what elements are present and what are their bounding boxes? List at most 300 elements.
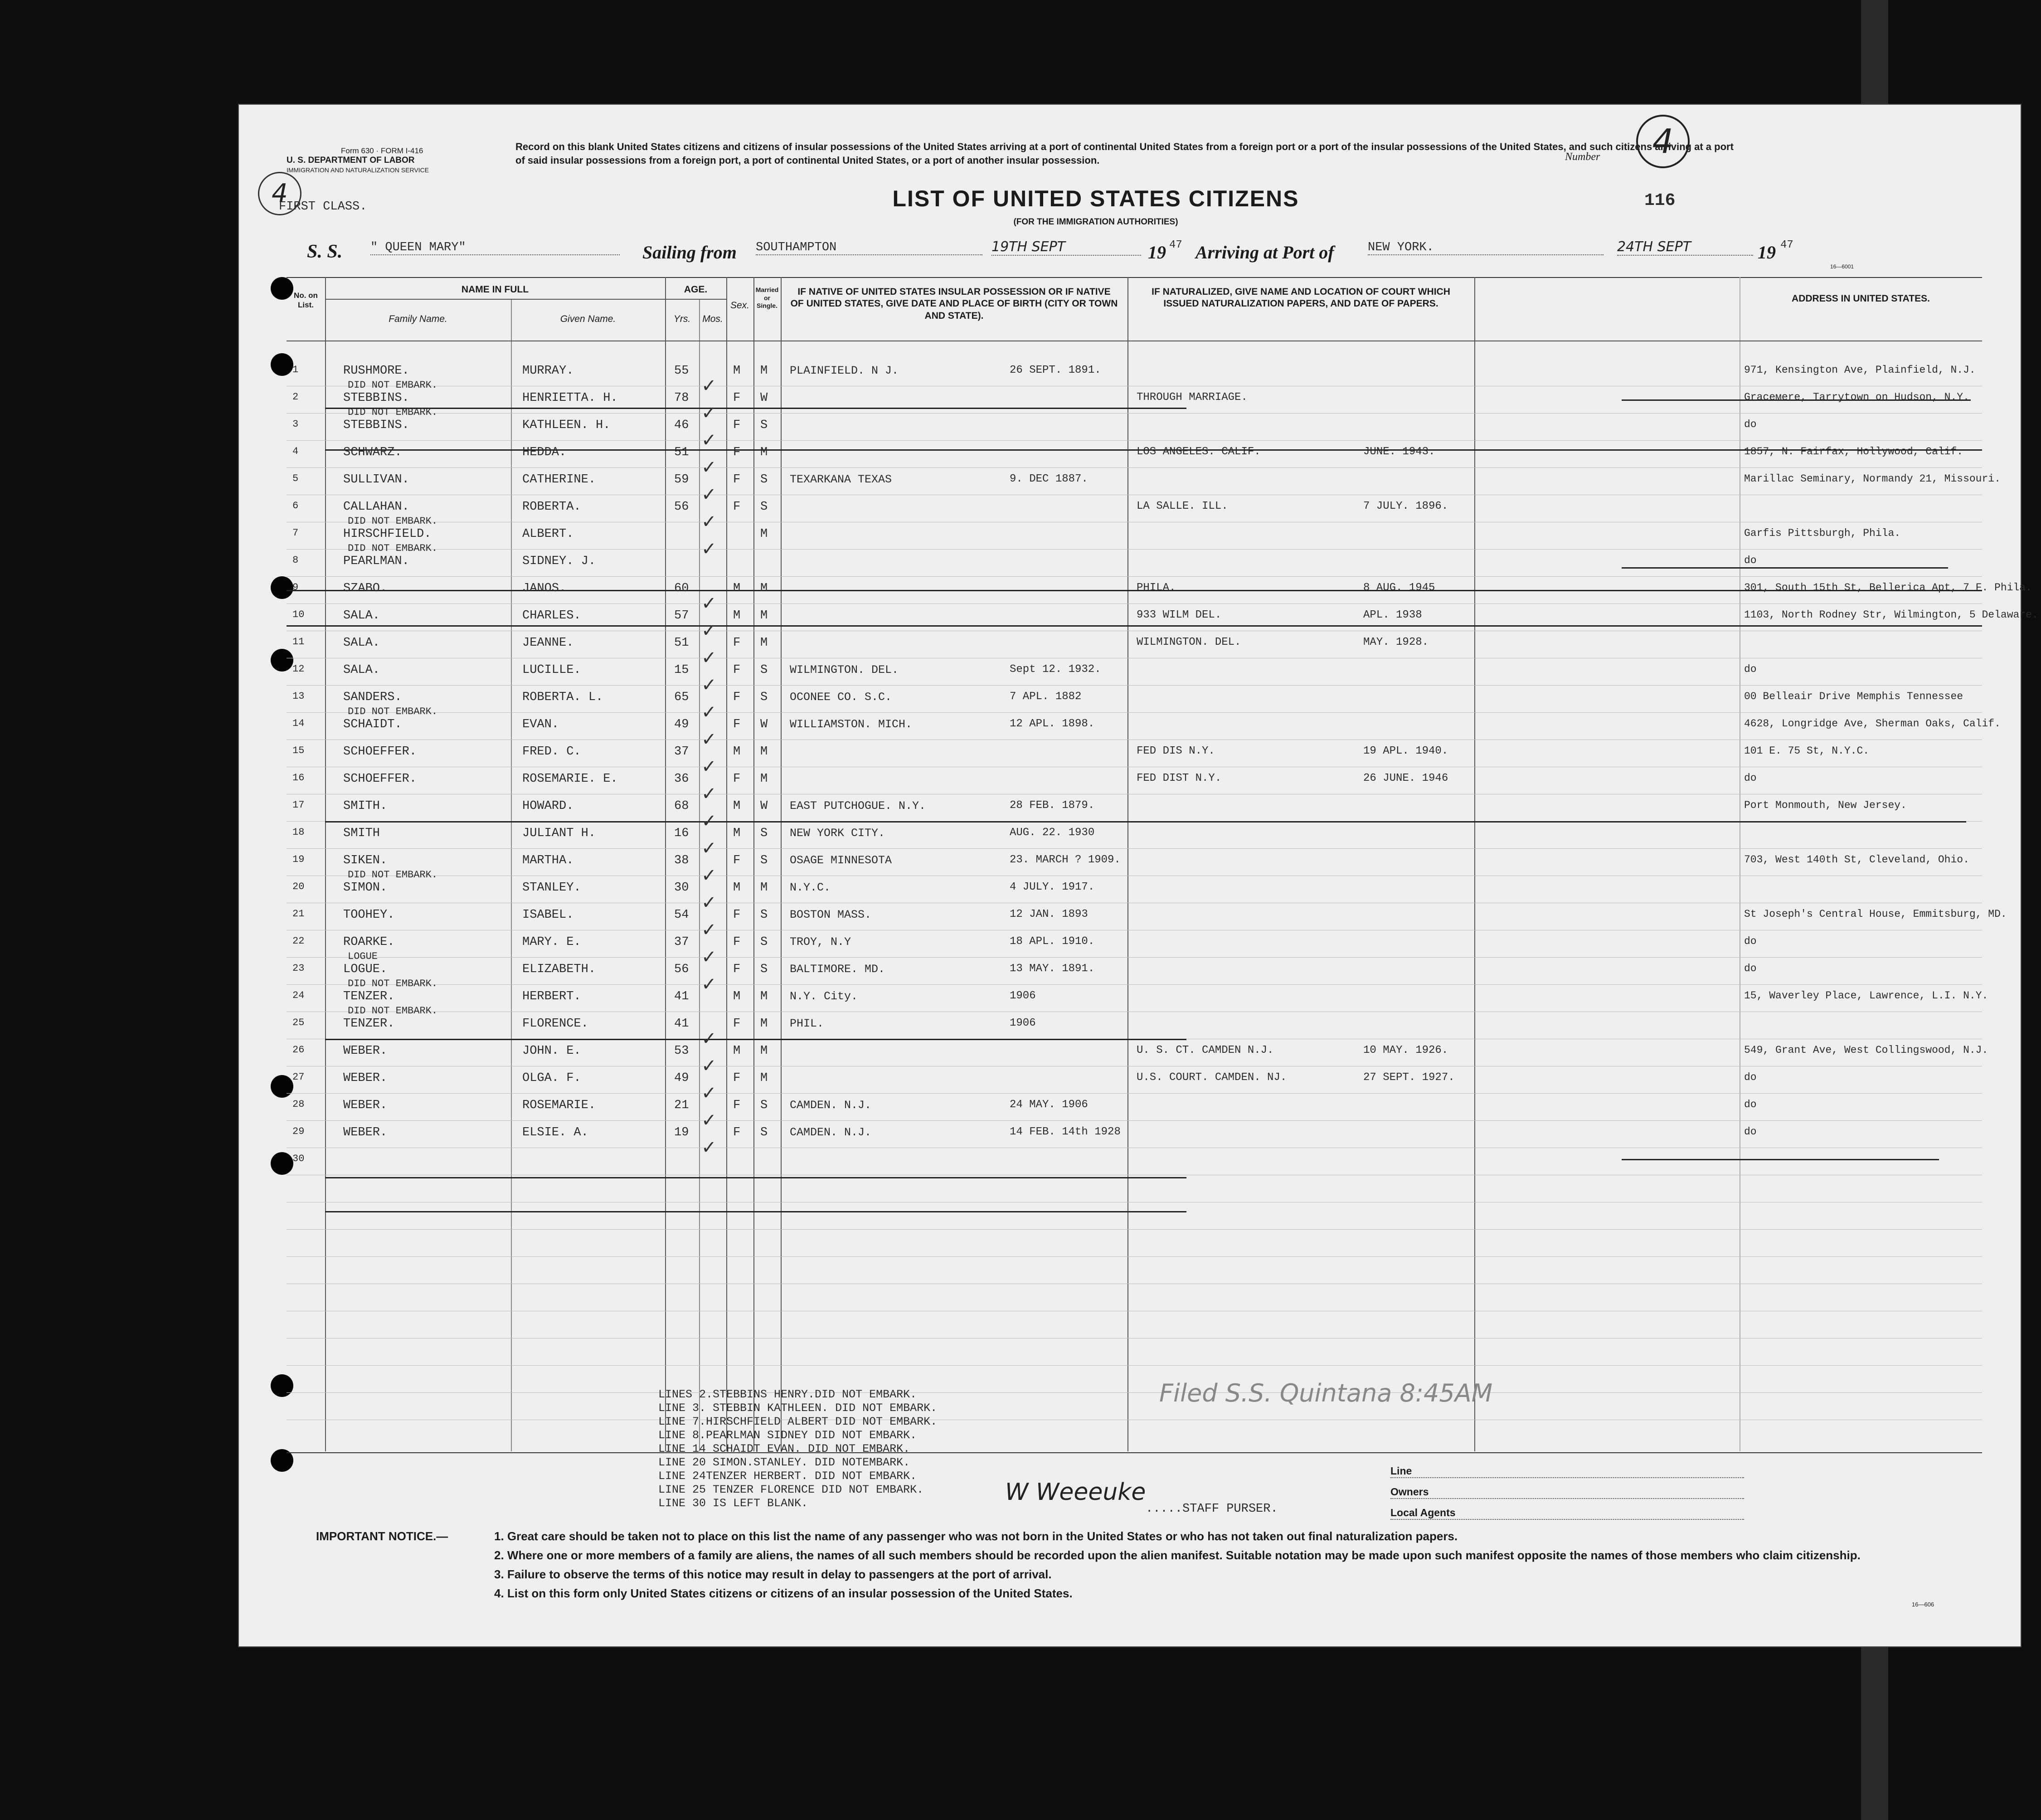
us-address: Graceмere, Tarrytown on Hudson, N.Y. xyxy=(1744,391,1969,403)
us-address: do xyxy=(1744,555,1757,566)
marital-status: S xyxy=(760,691,768,704)
notice-heading: IMPORTANT NOTICE.— xyxy=(316,1529,448,1543)
family-name: STEBBINS. xyxy=(343,391,409,405)
sex: F xyxy=(733,391,741,405)
row-rule xyxy=(287,1365,1982,1366)
birth-date: 18 APL. 1910. xyxy=(1010,935,1095,948)
age-years: 57 xyxy=(674,609,689,623)
family-name: SALA. xyxy=(343,609,380,623)
marital-status: M xyxy=(760,636,768,650)
us-address: 703, West 140th St, Cleveland, Ohio. xyxy=(1744,854,1969,866)
us-address: Marillac Seminary, Normandy 21, Missouri. xyxy=(1744,473,2001,485)
marital-status: M xyxy=(760,527,768,541)
page-number: 116 xyxy=(1644,191,1676,210)
age-years: 54 xyxy=(674,908,689,922)
row-rule xyxy=(287,1229,1982,1230)
name-subrule xyxy=(325,299,665,300)
age-years: 49 xyxy=(674,1071,689,1085)
row-number: 20 xyxy=(292,881,305,892)
table-row xyxy=(239,740,2021,767)
remark-line: LINE 7.HIRSCHFIELD ALBERT DID NOT EMBARK. xyxy=(658,1415,938,1428)
table-row xyxy=(239,631,2021,658)
naturalization-date: 26 JUNE. 1946 xyxy=(1363,772,1448,784)
row-number: 9 xyxy=(292,582,299,593)
birth-place: OSAGE MINNESOTA xyxy=(790,854,892,867)
col-header-address: ADDRESS IN UNITED STATES. xyxy=(1792,293,1930,304)
table-row xyxy=(239,407,2021,440)
us-address: 971, Kensington Ave, Plainfield, N.J. xyxy=(1744,364,1976,376)
family-name: SMITH. xyxy=(343,799,388,813)
marital-status: M xyxy=(760,446,768,459)
sex: M xyxy=(733,1044,741,1058)
remark-line: LINE 30 IS LEFT BLANK. xyxy=(658,1497,808,1510)
birth-place: CAMDEN. N.J. xyxy=(790,1099,872,1112)
us-address: 1857, N. Fairfax, Hollywood, Calif. xyxy=(1744,446,1963,457)
table-row xyxy=(239,603,2038,631)
sex: M xyxy=(733,990,741,1003)
row-number: 1 xyxy=(292,364,299,375)
given-name: KATHLEEN. H. xyxy=(522,419,611,432)
us-address: do xyxy=(1744,1099,1757,1110)
age-years: 51 xyxy=(674,636,689,650)
family-name: SZABO. xyxy=(343,582,388,595)
birth-date: 26 SEPT. 1891. xyxy=(1010,364,1101,376)
row-number: 16 xyxy=(292,772,305,783)
row-prefix-note: DID NOT EMBARK. xyxy=(348,706,438,717)
age-years: 56 xyxy=(674,500,689,514)
notice-item: 1. Great care should be taken not to place on this list the name of any passenger who was not born in the United States or who has not taken out final naturalization papers. xyxy=(494,1529,1458,1543)
birth-date: 7 APL. 1882 xyxy=(1010,691,1082,703)
row-number: 19 xyxy=(292,854,305,865)
row-prefix-note: DID NOT EMBARK. xyxy=(348,1005,438,1017)
age-years: 59 xyxy=(674,473,689,487)
cancel-line xyxy=(325,1177,1186,1178)
age-years: 68 xyxy=(674,799,689,813)
col-header-mos: Mos. xyxy=(702,314,723,324)
table-row xyxy=(239,821,2021,848)
age-years: 15 xyxy=(674,663,689,677)
family-name: SCHOEFFER. xyxy=(343,745,417,759)
us-address: do xyxy=(1744,935,1757,947)
given-name: SIDNEY. J. xyxy=(522,555,596,568)
stamp-note: Filed S.S. Quintana 8:45AM xyxy=(1159,1379,1493,1407)
age-years: 65 xyxy=(674,691,689,704)
marital-status: W xyxy=(760,799,768,813)
sex: M xyxy=(733,881,741,895)
family-name: WEBER. xyxy=(343,1126,388,1139)
sex: F xyxy=(733,772,741,786)
remark-line: LINES 2.STEBBINS HENRY.DID NOT EMBARK. xyxy=(658,1388,917,1401)
table-row xyxy=(239,767,2021,794)
row-prefix-note: DID NOT EMBARK. xyxy=(348,516,438,527)
given-name: ROBERTA. L. xyxy=(522,691,603,704)
row-number: 18 xyxy=(292,827,305,838)
birth-date: 23. MARCH ? 1909. xyxy=(1010,854,1121,866)
birth-place: PLAINFIELD. N J. xyxy=(790,364,899,377)
naturalization-date: JUNE. 1943. xyxy=(1363,446,1435,458)
marital-status: M xyxy=(760,582,768,595)
naturalization-court: LA SALLE. ILL. xyxy=(1137,500,1228,512)
service: IMMIGRATION AND NATURALIZATION SERVICE xyxy=(287,166,429,174)
us-address: 549, Grant Ave, West Collingswood, N.J. xyxy=(1744,1044,1988,1056)
family-name: TENZER. xyxy=(343,1017,395,1031)
family-name: SULLIVAN. xyxy=(343,473,409,487)
given-name: HEDDA. xyxy=(522,446,567,459)
col-header-native: IF NATIVE OF UNITED STATES INSULAR POSSESSION OR IF NATIVE OF UNITED STATES, GIVE DATE AND PLACE OF BIRTH (CITY OR TOWN AND STATE). xyxy=(790,287,1118,321)
naturalization-court: LOS ANGELES. CALIF. xyxy=(1137,446,1261,458)
col-header-age: AGE. xyxy=(684,284,708,295)
birth-date: 12 JAN. 1893 xyxy=(1010,908,1088,920)
family-name: SCHAIDT. xyxy=(343,718,402,731)
sex: F xyxy=(733,963,741,976)
given-name: EVAN. xyxy=(522,718,559,731)
us-address: do xyxy=(1744,1071,1757,1083)
age-years: 37 xyxy=(674,935,689,949)
family-name: TOOHEY. xyxy=(343,908,395,922)
arrival-port: NEW YORK. xyxy=(1368,241,1604,255)
birth-place: WILMINGTON. DEL. xyxy=(790,663,899,676)
remark-line: LINE 8.PEARLMAN SIDNEY DID NOT EMBARK. xyxy=(658,1429,917,1442)
row-number: 5 xyxy=(292,473,299,484)
us-address: do xyxy=(1744,419,1757,430)
table-row xyxy=(239,930,2021,957)
row-number: 6 xyxy=(292,500,299,511)
marital-status: M xyxy=(760,1071,768,1085)
manifest-sheet xyxy=(239,105,2038,1646)
side-mark: 4 xyxy=(258,172,301,215)
row-number: 13 xyxy=(292,691,305,702)
marital-status: S xyxy=(760,663,768,677)
family-name: PEARLMAN. xyxy=(343,555,409,568)
table-row xyxy=(239,576,2032,603)
age-years: 38 xyxy=(674,854,689,867)
family-name: SIMON. xyxy=(343,881,388,895)
sex: F xyxy=(733,1017,741,1031)
naturalization-court: THROUGH MARRIAGE. xyxy=(1137,391,1248,404)
purser-title: .....STAFF PURSER. xyxy=(1146,1502,1278,1516)
row-prefix-note: LOGUE xyxy=(348,951,378,962)
age-years: 37 xyxy=(674,745,689,759)
naturalization-court: FED DIS N.Y. xyxy=(1137,745,1215,757)
naturalization-court: 933 WILM DEL. xyxy=(1137,609,1222,621)
marital-status: M xyxy=(760,1017,768,1031)
given-name: MARTHA. xyxy=(522,854,574,867)
marital-status: M xyxy=(760,609,768,623)
given-name: FLORENCE. xyxy=(522,1017,588,1031)
birth-date: 1906 xyxy=(1010,990,1036,1002)
age-years: 21 xyxy=(674,1099,689,1112)
col-header-married: Married or Single. xyxy=(755,286,779,309)
age-years: 30 xyxy=(674,881,689,895)
family-name: SCHOEFFER. xyxy=(343,772,417,786)
table-row xyxy=(239,1120,2021,1148)
arrival-year: 47 xyxy=(1780,239,1793,251)
naturalization-court: PHILA. xyxy=(1137,582,1176,594)
row-prefix-note: DID NOT EMBARK. xyxy=(348,869,438,881)
family-name: LOGUE. xyxy=(343,963,388,976)
birth-place: BALTIMORE. MD. xyxy=(790,963,885,976)
birth-place: N.Y.C. xyxy=(790,881,831,894)
table-row xyxy=(239,706,2021,740)
family-name: CALLAHAN. xyxy=(343,500,409,514)
family-name: SIKEN. xyxy=(343,854,388,867)
birth-date: 28 FEB. 1879. xyxy=(1010,799,1095,812)
given-name: JULIANT H. xyxy=(522,827,596,840)
us-address: do xyxy=(1744,772,1757,784)
row-number: 12 xyxy=(292,663,305,675)
sex: F xyxy=(733,1071,741,1085)
given-name: LUCILLE. xyxy=(522,663,581,677)
age-years: 53 xyxy=(674,1044,689,1058)
sex: F xyxy=(733,691,741,704)
table-row xyxy=(239,440,2021,467)
given-name: ELIZABETH. xyxy=(522,963,596,976)
col-header-yrs: Yrs. xyxy=(673,314,691,324)
given-name: STANLEY. xyxy=(522,881,581,895)
table-row xyxy=(239,685,2021,712)
given-name: HERBERT. xyxy=(522,990,581,1003)
family-name: SALA. xyxy=(343,636,380,650)
sailing-year-label: 19 xyxy=(1148,242,1166,263)
row-number: 17 xyxy=(292,799,305,811)
sex: F xyxy=(733,446,741,459)
birth-place: TEXARKANA TEXAS xyxy=(790,473,892,486)
marital-status: M xyxy=(760,772,768,786)
birth-place: PHIL. xyxy=(790,1017,824,1030)
notice-item: 4. List on this form only United States citizens or citizens of an insular possession of the United States. xyxy=(494,1586,1073,1600)
row-number: 3 xyxy=(292,419,299,430)
row-number: 23 xyxy=(292,963,305,974)
col-header-sex: Sex. xyxy=(730,300,750,311)
given-name: OLGA. F. xyxy=(522,1071,581,1085)
sex: M xyxy=(733,609,741,623)
row-number: 21 xyxy=(292,908,305,920)
family-name: TENZER. xyxy=(343,990,395,1003)
sailing-label: Sailing from xyxy=(642,242,737,263)
age-years: 16 xyxy=(674,827,689,840)
naturalization-date: 7 JULY. 1896. xyxy=(1363,500,1448,512)
sex: F xyxy=(733,718,741,731)
sex: F xyxy=(733,636,741,650)
birth-date: 1906 xyxy=(1010,1017,1036,1029)
sailing-year: 47 xyxy=(1169,239,1182,251)
family-name: WEBER. xyxy=(343,1071,388,1085)
birth-place: N.Y. City. xyxy=(790,990,858,1003)
naturalization-date: APL. 1938 xyxy=(1363,609,1422,621)
row-number: 30 xyxy=(292,1153,305,1164)
arrival-date: 24TH SEPT xyxy=(1617,239,1753,256)
intro-text: Record on this blank United States citizens and citizens of insular possessions of the United States arriving at a port of continental United States from a foreign port or a port of the insular possessions of the United States, and such citizens arriving at a port of said insular possessions from a foreign port, a port of continental United States, or a port of another insular possession. xyxy=(515,141,1734,166)
table-row xyxy=(239,1066,2021,1093)
birth-place: BOSTON MASS. xyxy=(790,908,872,921)
given-name: JANOS. xyxy=(522,582,567,595)
ss-label: S. S. xyxy=(307,241,343,262)
given-name: ROSEMARIE. E. xyxy=(522,772,618,786)
row-number: 15 xyxy=(292,745,305,756)
notice-item: 3. Failure to observe the terms of this notice may result in delay to passengers at the port of arrival. xyxy=(494,1567,1052,1581)
family-name: SMITH xyxy=(343,827,380,840)
naturalization-court: FED DIST N.Y. xyxy=(1137,772,1222,784)
birth-place: OCONEE CO. S.C. xyxy=(790,691,892,704)
marital-status: M xyxy=(760,745,768,759)
marital-status: S xyxy=(760,500,768,514)
given-name: CATHERINE. xyxy=(522,473,596,487)
sex: F xyxy=(733,935,741,949)
marital-status: S xyxy=(760,473,768,487)
notice-code: 16—606 xyxy=(1912,1601,1934,1608)
sex: M xyxy=(733,364,741,378)
remark-line: LINE 20 SIMON.STANLEY. DID NOTEMBARK. xyxy=(658,1456,910,1469)
remark-line: LINE 14 SCHAIDT EVAN. DID NOT EMBARK. xyxy=(658,1442,910,1455)
family-name: HIRSCHFIELD. xyxy=(343,527,432,541)
table-row xyxy=(239,495,2021,522)
purser-signature: W Weeeuke xyxy=(1005,1479,1146,1506)
age-years: 46 xyxy=(674,419,689,432)
row-number: 7 xyxy=(292,527,299,539)
age-years: 60 xyxy=(674,582,689,595)
row-prefix-note: DID NOT EMBARK. xyxy=(348,543,438,554)
family-name: SCHWARZ. xyxy=(343,446,402,459)
marital-status: M xyxy=(760,364,768,378)
marital-status: S xyxy=(760,419,768,432)
row-number: 10 xyxy=(292,609,305,620)
age-years: 36 xyxy=(674,772,689,786)
age-years: 41 xyxy=(674,990,689,1003)
birth-date: 9. DEC 1887. xyxy=(1010,473,1088,485)
table-row xyxy=(239,658,2021,685)
family-name: ROARKE. xyxy=(343,935,395,949)
family-name: RUSHMORE. xyxy=(343,364,409,378)
marital-status: W xyxy=(760,391,768,405)
sailing-date: 19TH SEPT xyxy=(991,239,1141,256)
birth-place: CAMDEN. N.J. xyxy=(790,1126,872,1139)
naturalization-court: U.S. COURT. CAMDEN. NJ. xyxy=(1137,1071,1287,1084)
class-label: FIRST CLASS. xyxy=(279,200,367,214)
row-prefix-note: DID NOT EMBARK. xyxy=(348,380,438,391)
us-address: 101 E. 75 St, N.Y.C. xyxy=(1744,745,1870,757)
us-address: 15, Waverley Place, Lawrence, L.I. N.Y. xyxy=(1744,990,1988,1002)
given-name: HENRIETTA. H. xyxy=(522,391,618,405)
table-row xyxy=(239,543,2021,576)
birth-place: WILLIAMSTON. MICH. xyxy=(790,718,913,731)
marital-status: M xyxy=(760,1044,768,1058)
family-name: SALA. xyxy=(343,663,380,677)
us-address: 00 Belleair Drive Memphis Tennessee xyxy=(1744,691,1963,702)
row-number: 14 xyxy=(292,718,305,729)
row-number: 4 xyxy=(292,446,299,457)
row-number: 28 xyxy=(292,1099,305,1110)
marital-status: S xyxy=(760,908,768,922)
marital-status: S xyxy=(760,963,768,976)
sex: F xyxy=(733,1099,741,1112)
sex: F xyxy=(733,1126,741,1139)
us-address: do xyxy=(1744,663,1757,675)
cancel-line xyxy=(325,1211,1186,1212)
table-row xyxy=(239,467,2021,495)
row-number: 24 xyxy=(292,990,305,1001)
number-label: Number xyxy=(1565,151,1600,163)
us-address: Port Monmouth, New Jersey. xyxy=(1744,799,1907,811)
sex: M xyxy=(733,745,741,759)
row-number: 25 xyxy=(292,1017,305,1028)
printer-code: 16—6001 xyxy=(1830,263,1854,270)
arrival-year-label: 19 xyxy=(1758,242,1776,263)
us-address: do xyxy=(1744,1126,1757,1138)
us-address: 301, South 15th St, Bellerica Apt, 7 F. Phila. xyxy=(1744,582,2032,594)
remark-line: LINE 24TENZER HERBERT. DID NOT EMBARK. xyxy=(658,1470,917,1483)
list-subtitle: (FOR THE IMMIGRATION AUTHORITIES) xyxy=(1013,217,1178,227)
table-row xyxy=(239,978,2021,1012)
table-row xyxy=(239,359,2021,386)
row-rule xyxy=(287,1256,1982,1257)
col-header-family: Family Name. xyxy=(389,314,447,324)
list-title: LIST OF UNITED STATES CITIZENS xyxy=(892,186,1299,211)
sex: F xyxy=(733,854,741,867)
table-row xyxy=(239,1148,2021,1175)
sailing-port: SOUTHAMPTON xyxy=(756,241,982,255)
age-years: 49 xyxy=(674,718,689,731)
us-address: do xyxy=(1744,963,1757,974)
given-name: CHARLES. xyxy=(522,609,581,623)
us-address: 1103, North Rodney Str, Wilmington, 5 Delaware. xyxy=(1744,609,2038,621)
table-row xyxy=(239,848,2021,876)
given-name: MARY. E. xyxy=(522,935,581,949)
col-header-given: Given Name. xyxy=(560,314,616,324)
ship-name: " QUEEN MARY" xyxy=(370,241,620,255)
us-address: 4628, Longridge Ave, Sherman Oaks, Calif. xyxy=(1744,718,2001,730)
marital-status: S xyxy=(760,854,768,867)
table-row xyxy=(239,1005,2021,1039)
row-number: 29 xyxy=(292,1126,305,1137)
sex: F xyxy=(733,419,741,432)
arriving-label: Arriving at Port of xyxy=(1195,242,1334,263)
marital-status: S xyxy=(760,935,768,949)
sex: M xyxy=(733,799,741,813)
birth-date: AUG. 22. 1930 xyxy=(1010,827,1095,839)
age-years: 41 xyxy=(674,1017,689,1031)
given-name: ALBERT. xyxy=(522,527,574,541)
birth-date: 4 JULY. 1917. xyxy=(1010,881,1095,893)
age-years: 19 xyxy=(674,1126,689,1139)
family-name: STEBBINS. xyxy=(343,419,409,432)
sex: F xyxy=(733,500,741,514)
age-years: 78 xyxy=(674,391,689,405)
age-years: 51 xyxy=(674,446,689,459)
age-years: 55 xyxy=(674,364,689,378)
owners-label: Owners xyxy=(1390,1486,1744,1499)
table-row xyxy=(239,380,2021,413)
row-number: 2 xyxy=(292,391,299,403)
sex: F xyxy=(733,663,741,677)
line-label: Line xyxy=(1390,1465,1744,1478)
naturalization-date: 10 MAY. 1926. xyxy=(1363,1044,1448,1056)
agents-label: Local Agents xyxy=(1390,1507,1744,1520)
us-address: Garfis Pittsburgh, Phila. xyxy=(1744,527,1901,539)
row-prefix-note: DID NOT EMBARK. xyxy=(348,407,438,418)
given-name: HOWARD. xyxy=(522,799,574,813)
sex: F xyxy=(733,473,741,487)
age-subrule xyxy=(665,299,726,300)
number-value: 4 xyxy=(1636,115,1690,168)
marital-status: M xyxy=(760,881,768,895)
tick-column: ✓ ✓ ✓ ✓ ✓ ✓ ✓ ✓ ✓ ✓ ✓ ✓ ✓ ✓ ✓ ✓ ✓ ✓ ✓ ✓ ✓ ✓ ✓ ✓ ✓ ✓ ✓ xyxy=(701,375,717,1158)
birth-date: 12 APL. 1898. xyxy=(1010,718,1095,730)
row-number: 26 xyxy=(292,1044,305,1056)
marital-status: S xyxy=(760,1099,768,1112)
department: U. S. DEPARTMENT OF LABOR xyxy=(287,156,415,165)
table-row xyxy=(239,794,2021,821)
naturalization-court: U. S. CT. CAMDEN N.J. xyxy=(1137,1044,1274,1056)
